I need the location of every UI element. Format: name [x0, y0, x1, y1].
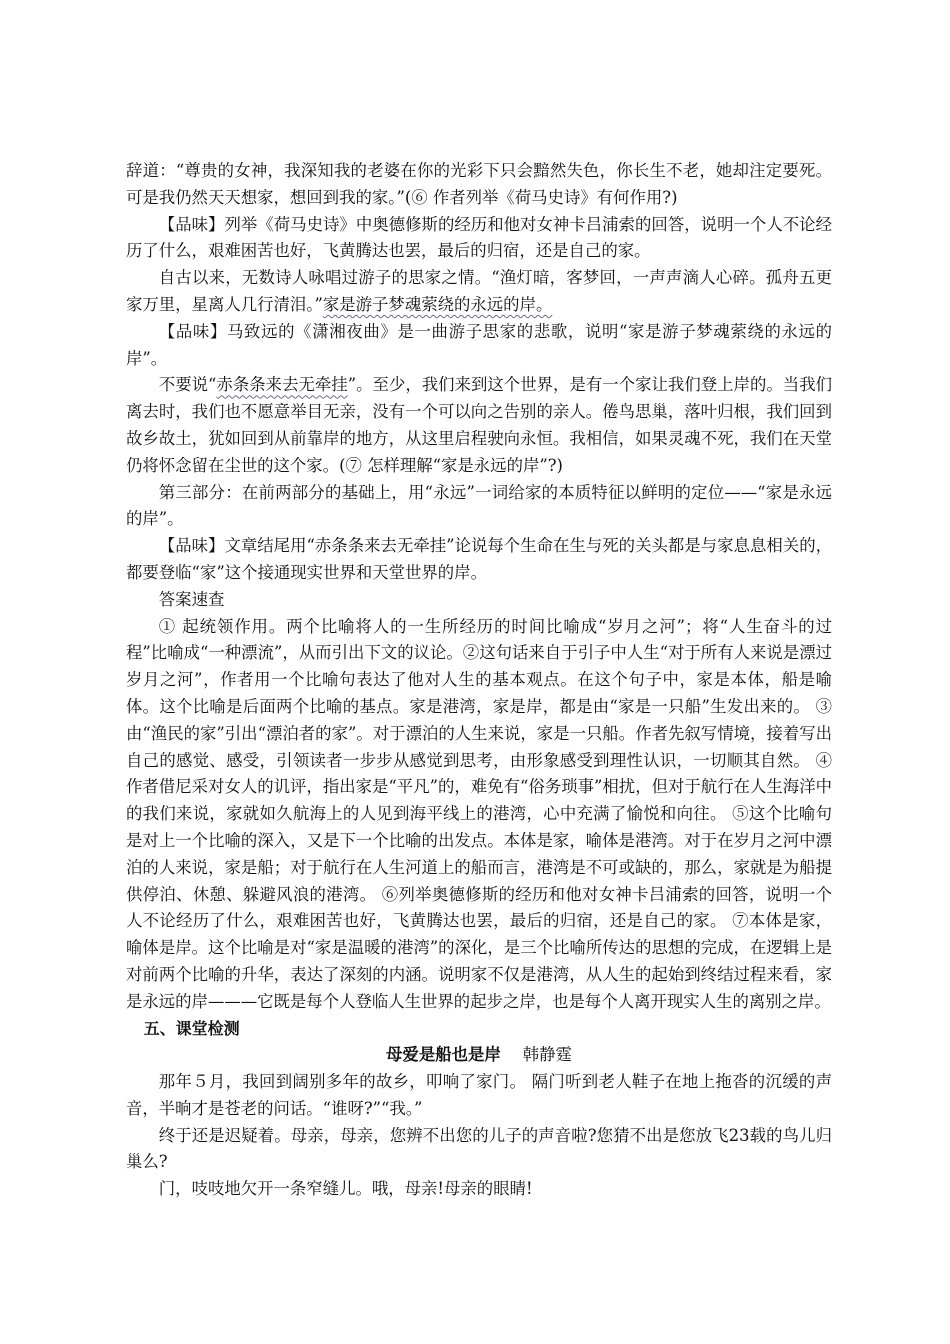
section-heading: 五、课堂检测	[143, 1018, 240, 1038]
paragraph-text: 自古以来，无数诗人咏唱过游子的思家之情。“渔灯暗，客梦回，一声声滴人心碎。孤舟五更家万里，星离人几行清泪。”	[126, 268, 832, 314]
story-paragraph: 终于还是迟疑着。母亲，母亲，您辨不出您的儿子的声音啦?您猜不出是您放飞23载的鸟儿归巢么?	[126, 1125, 832, 1172]
answer-paragraph: ① 起统领作用。两个比喻将人的一生所经历的时间比喻成“岁月之河”；将“人生奋斗的过程”比喻成“一种漂流”，从而引出下文的议论。②这句话来自于引子中人生“对于所有人来说是漂过岁月之河”，作者用一个比喻句表达了他对人生的基本观点。在这个句子中，家是本体，船是喻体。这个比喻是后面两个比喻的基点。家是港湾，家是岸，都是由“家是一只船”生发出来的。 ③由“渔民的家”引出“漂泊者的家”。对于漂泊的人生来说，家是一只船。作者先叙写情境，接着写出自己的感觉、感受，引领读者一步步从感觉到思考，由形象感受到理性认识，一切顺其自然。 ④作者借尼采对女人的讥评，指出家是“平凡”的，难免有“俗务琐事”相扰，但对于航行在人生海洋中的我们来说，家就如久航海上的人见到海平线上的港湾，心中充满了愉悦和向往。 ⑤这个比喻句是对上一个比喻的深入，又是下一个比喻的出发点。本体是家，喻体是港湾。对于在岁月之河中漂泊的人来说，家是船；对于航行在人生河道上的船而言，港湾是不可或缺的，那么，家就是为船提供停泊、休憩、躲避风浪的港湾。 ⑥列举奥德修斯的经历和他对女神卡吕浦索的回答，说明一个人不论经历了什么，艰难困苦也好，飞黄腾达也罢，最后的归宿，还是自己的家。 ⑦本体是家，喻体是岸。这个比喻是对“家是温暖的港湾”的深化，是三个比喻所传达的思想的完成，在逻辑上是对前两个比喻的升华，表达了深刻的内涵。说明家不仅是港湾，从人生的起始到终结过程来看，家是永远的岸———它既是每个人登临人生世界的起步之岸，也是每个人离开现实人生的离别之岸。	[126, 616, 832, 1011]
story-paragraph: 门，吱吱地欠开一条窄缝儿。哦，母亲!母亲的眼睛!	[158, 1179, 533, 1199]
story-paragraph: 那年５月，我回到阔别多年的故乡，叩响了家门。 隔门听到老人鞋子在地上拖沓的沉缓的声音，半晌才是苍老的问话。“谁呀?”“我。”	[126, 1072, 832, 1118]
story-title: 母爱是船也是岸	[386, 1045, 501, 1065]
paragraph	[126, 372, 832, 479]
paragraph: 【品味】列举《荷马史诗》中奥德修斯的经历和他对女神卡吕浦索的回答，说明一个人不论经历了什么，艰难困苦也好，飞黄腾达也罢，最后的归宿，还是自己的家。	[126, 214, 832, 261]
paragraph: 【品味】马致远的《潇湘夜曲》是一曲游子思家的悲歌，说明“家是游子梦魂萦绕的永远的岸”。	[126, 321, 832, 368]
paragraph: 第三部分：在前两部分的基础上，用“永远”一词给家的本质特征以鲜明的定位——“家是永远的岸”。	[126, 482, 832, 529]
answer-heading: 答案速查	[158, 589, 225, 609]
paragraph-text: 不要说“	[158, 375, 217, 395]
story-author: 韩静霆	[522, 1045, 572, 1065]
paragraph	[126, 265, 832, 319]
paragraph: 【品味】文章结尾用“赤条条来去无牵挂”论说每个生命在生与死的关头都是与家息息相关的，都要登临“家”这个接通现实世界和天堂世界的岸。	[126, 536, 832, 582]
wavy-underlined-text: 赤条条来去无牵挂	[216, 375, 348, 395]
paragraph: 辞道：“尊贵的女神，我深知我的老婆在你的光彩下只会黯然失色，你长生不老，她却注定要死。可是我仍然天天想家，想回到我的家。”(⑥ 作者列举《荷马史诗》有何作用?)	[126, 161, 832, 207]
story-title-line	[126, 1042, 832, 1069]
paragraph-text: ”。至少，我们来到这个世界，是有一个家让我们登上岸的。当我们离去时，我们也不愿意举目无亲，没有一个可以向之告别的亲人。倦鸟思巢，落叶归根，我们回到故乡故土，犹如回到从前靠岸的地方，从这里启程驶向永恒。我相信，如果灵魂不死，我们在天堂仍将怀念留在尘世的这个家。(⑦ 怎样理解“家是永远的岸”?)	[126, 375, 832, 475]
document-page	[126, 158, 832, 1203]
wavy-underlined-text: 家是游子梦魂萦绕的永远的岸。	[322, 294, 553, 314]
